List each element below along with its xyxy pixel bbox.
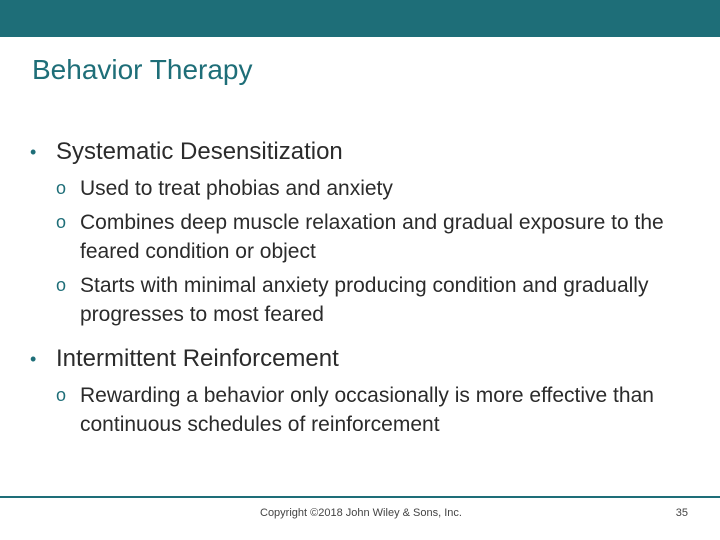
sub-bullet-item xyxy=(30,271,700,329)
ring-bullet-icon: o xyxy=(56,275,67,295)
bullet-dot-icon: • xyxy=(30,349,37,369)
section-systematic-desensitization xyxy=(30,136,700,329)
section-intermittent-reinforcement xyxy=(30,343,700,439)
sub-bullet-item xyxy=(30,208,700,266)
bullet-heading-text: Intermittent Reinforcement xyxy=(56,345,339,372)
ring-bullet-icon: o xyxy=(56,212,67,232)
ring-bullet-icon: o xyxy=(56,178,67,198)
slide-content xyxy=(30,136,700,444)
sub-bullet-text: Used to treat phobias and anxiety xyxy=(80,177,393,200)
bullet-heading-text: Systematic Desensitization xyxy=(56,138,343,165)
page-number: 35 xyxy=(675,507,688,519)
sub-bullet-text: Combines deep muscle relaxation and gradual exposure to the feared condition or object xyxy=(80,211,664,263)
sub-bullet-item xyxy=(30,381,700,439)
sub-bullet-list xyxy=(30,381,700,439)
sub-bullet-item xyxy=(30,174,700,203)
sub-bullet-text: Rewarding a behavior only occasionally is more effective than continuous schedules of reinforcement xyxy=(80,384,654,436)
bullet-heading xyxy=(30,136,700,168)
sub-bullet-list xyxy=(30,174,700,329)
top-accent-bar xyxy=(0,0,720,37)
footer-divider xyxy=(0,496,720,498)
bullet-dot-icon: • xyxy=(30,142,37,162)
ring-bullet-icon: o xyxy=(56,385,67,405)
bullet-heading xyxy=(30,343,700,375)
slide-title: Behavior Therapy xyxy=(32,54,253,85)
copyright-text: Copyright ©2018 John Wiley & Sons, Inc. xyxy=(260,507,462,519)
sub-bullet-text: Starts with minimal anxiety producing condition and gradually progresses to most feared xyxy=(80,274,649,326)
